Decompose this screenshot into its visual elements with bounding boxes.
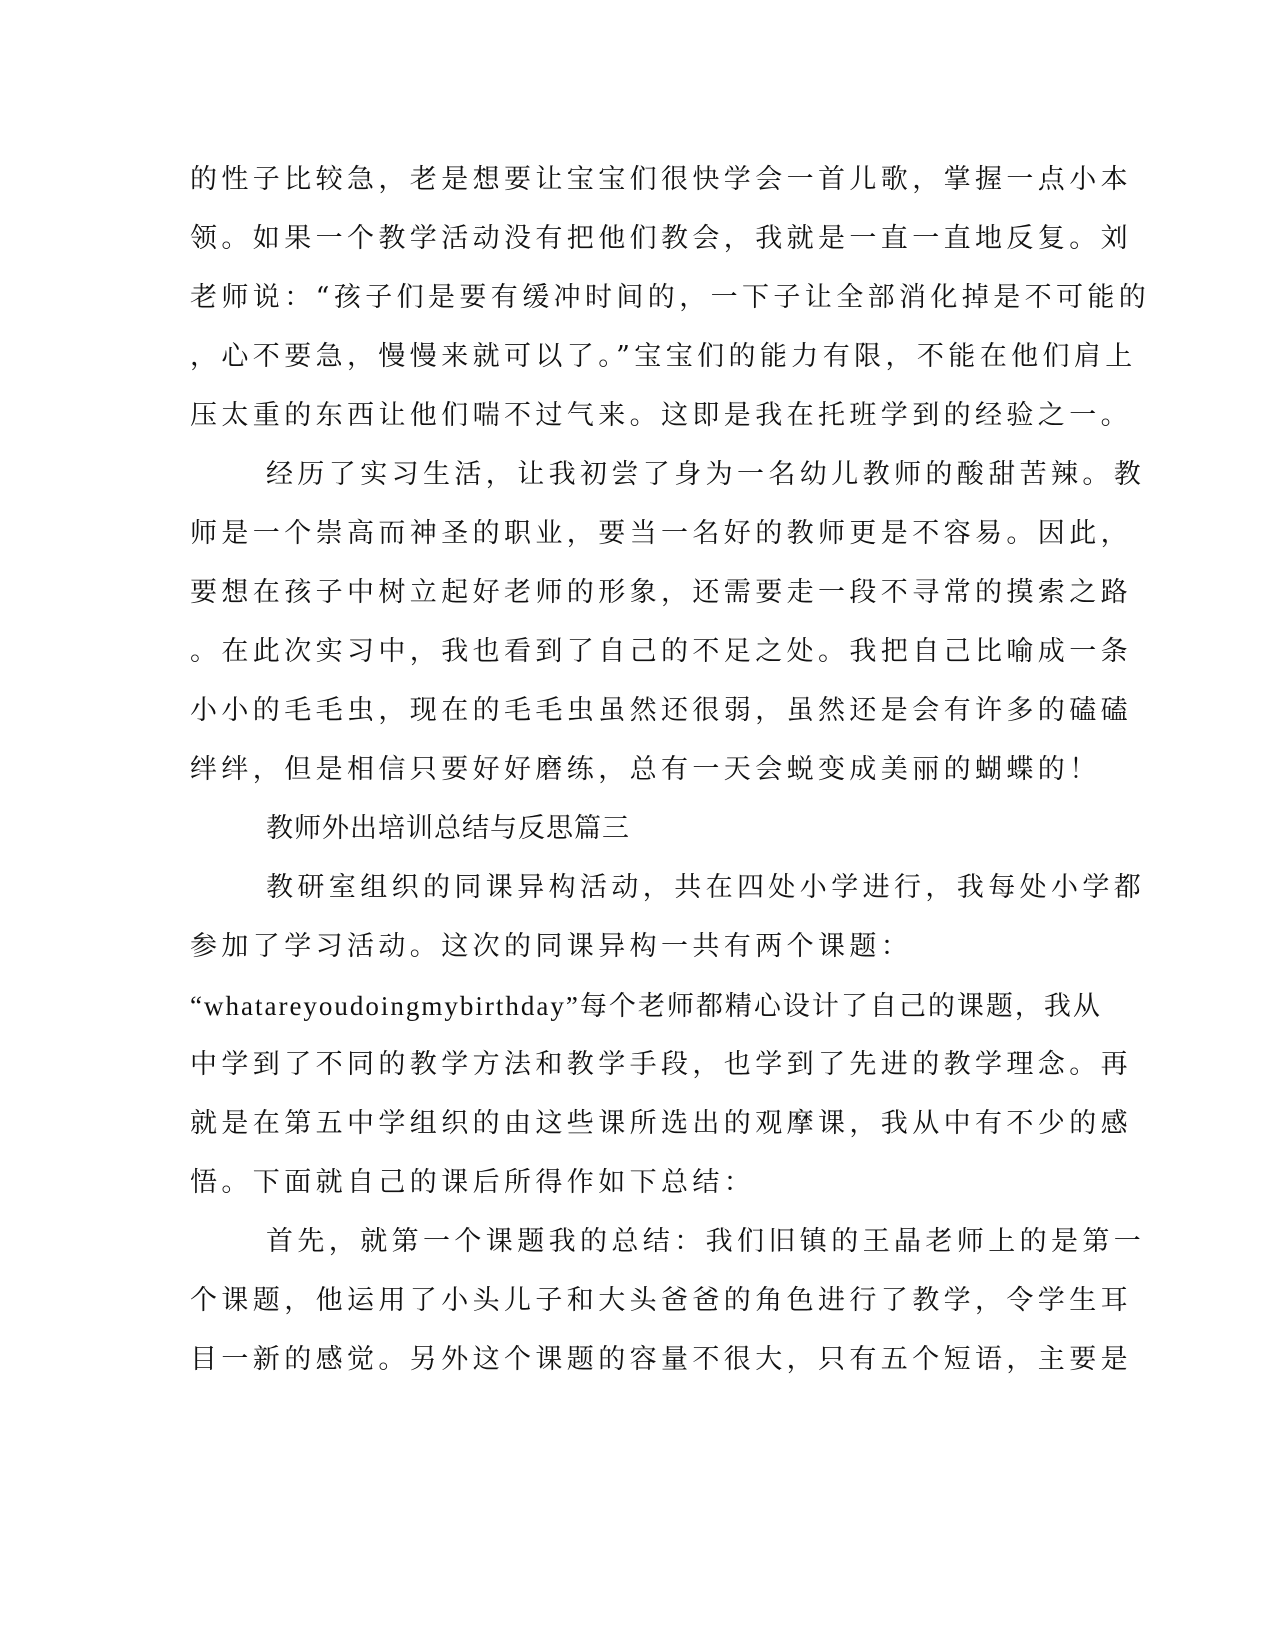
section-heading: 教师外出培训总结与反思篇三 xyxy=(266,813,630,844)
text-line: 的性子比较急，老是想要让宝宝们很快学会一首儿歌，掌握一点小本 xyxy=(190,164,1132,195)
text-line: 悟。下面就自己的课后所得作如下总结： xyxy=(190,1167,756,1198)
text-line: 个课题，他运用了小头儿子和大头爸爸的角色进行了教学，令学生耳 xyxy=(190,1285,1132,1316)
text-line: 老师说：“孩子们是要有缓冲时间的，一下子让全部消化掉是不可能的 xyxy=(190,282,1151,313)
text-line: 中学到了不同的教学方法和教学手段，也学到了先进的教学理念。再 xyxy=(190,1049,1132,1080)
text-line: 要想在孩子中树立起好老师的形象，还需要走一段不寻常的摸索之路 xyxy=(190,577,1132,608)
text-line: 领。如果一个教学活动没有把他们教会，我就是一直一直地反复。刘 xyxy=(190,223,1132,254)
paragraph-first-line: 经历了实习生活，让我初尝了身为一名幼儿教师的酸甜苦辣。教 xyxy=(266,459,1146,490)
text-line: 绊绊，但是相信只要好好磨练，总有一天会蜕变成美丽的蝴蝶的！ xyxy=(190,754,1101,785)
text-line: “whatareyoudoingmybirthday”每个老师都精心设计了自己的课题，我从 xyxy=(190,991,1102,1021)
text-line: 就是在第五中学组织的由这些课所选出的观摩课，我从中有不少的感 xyxy=(190,1108,1132,1139)
text-line: 。在此次实习中，我也看到了自己的不足之处。我把自己比喻成一条 xyxy=(190,636,1132,667)
text-line: 参加了学习活动。这次的同课异构一共有两个课题： xyxy=(190,931,913,962)
text-line: 小小的毛毛虫，现在的毛毛虫虽然还很弱，虽然还是会有许多的磕磕 xyxy=(190,695,1132,726)
text-line: 压太重的东西让他们喘不过气来。这即是我在托班学到的经验之一。 xyxy=(190,400,1132,431)
paragraph-first-line: 教研室组织的同课异构活动，共在四处小学进行，我每处小学都 xyxy=(266,872,1146,903)
paragraph-first-line: 首先，就第一个课题我的总结：我们旧镇的王晶老师上的是第一 xyxy=(266,1226,1146,1257)
text-line: 师是一个崇高而神圣的职业，要当一名好的教师更是不容易。因此， xyxy=(190,518,1132,549)
text-line: ，心不要急，慢慢来就可以了。”宝宝们的能力有限，不能在他们肩上 xyxy=(190,341,1137,372)
text-line: 目一新的感觉。另外这个课题的容量不很大，只有五个短语，主要是 xyxy=(190,1344,1132,1375)
